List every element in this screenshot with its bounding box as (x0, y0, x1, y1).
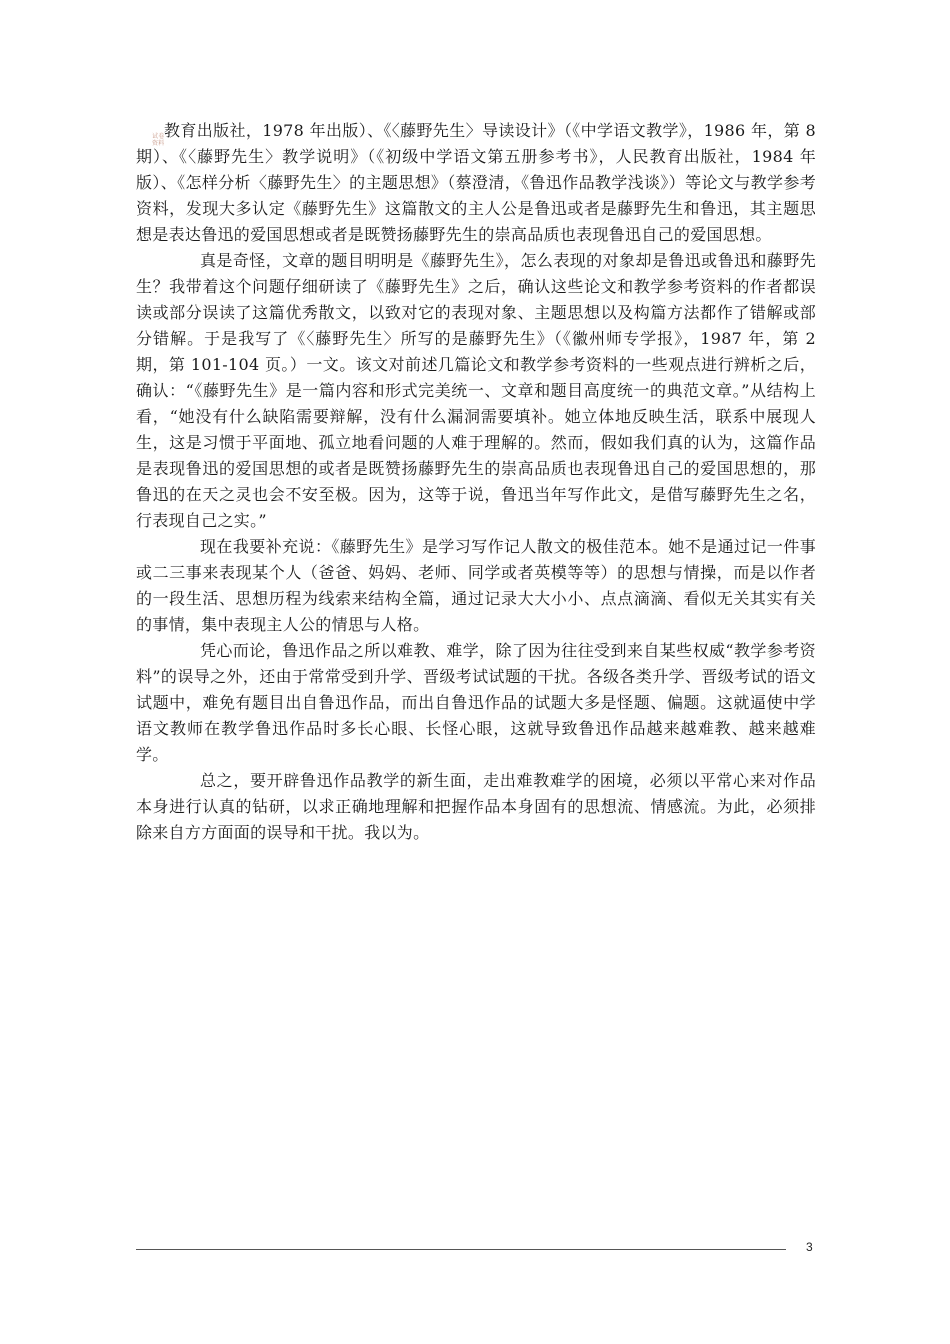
document-body (136, 118, 816, 846)
page-number: 3 (806, 1240, 813, 1254)
paragraph-1: 教育出版社，1978 年出版）、《〈藤野先生〉导读设计》（《中学语文教学》，1986 年，第 8 期）、《〈藤野先生〉教学说明》（《初级中学语文第五册参考书》，人民教育出版社，1984 年版）、《怎样分析〈藤野先生〉的主题思想》（蔡澄清，《鲁迅作品教学浅谈》）等论文与教学参考资料，发现大多认定《藤野先生》这篇散文的主人公是鲁迅或者是藤野先生和鲁迅，其主题思想是表达鲁迅的爱国思想或者是既赞扬藤野先生的崇高品质也表现鲁迅自己的爱国思想。 (136, 121, 816, 244)
watermark-stamp: 试卷 资料 (152, 133, 165, 147)
paragraph-3: 现在我要补充说：《藤野先生》是学习写作记人散文的极佳范本。她不是通过记一件事或二三事来表现某个人（爸爸、妈妈、老师、同学或者英模等等）的思想与情操，而是以作者的一段生活、思想历程为线索来结构全篇，通过记录大大小小、点点滴滴、看似无关其实有关的事情，集中表现主人公的情思与人格。 (136, 537, 816, 634)
paragraph-4: 凭心而论，鲁迅作品之所以难教、难学，除了因为往往受到来自某些权威“教学参考资料”的误导之外，还由于常常受到升学、晋级考试试题的干扰。各级各类升学、晋级考试的语文试题中，难免有题目出自鲁迅作品，而出自鲁迅作品的试题大多是怪题、偏题。这就逼使中学语文教师在教学鲁迅作品时多长心眼、长怪心眼，这就导致鲁迅作品越来越难教、越来越难学。 (136, 641, 816, 764)
footer-divider (136, 1249, 786, 1250)
paragraph-2: 真是奇怪，文章的题目明明是《藤野先生》，怎么表现的对象却是鲁迅或鲁迅和藤野先生？我带着这个问题仔细研读了《藤野先生》之后，确认这些论文和教学参考资料的作者都误读或部分误读了这篇优秀散文，以致对它的表现对象、主题思想以及构篇方法都作了错解或部分错解。于是我写了《〈藤野先生〉所写的是藤野先生》（《徽州师专学报》，1987 年，第 2 期，第 101-104 页。）一文。该文对前述几篇论文和教学参考资料的一些观点进行辨析之后，确认：“《藤野先生》是一篇内容和形式完美统一、文章和题目高度统一的典范文章。”从结构上看，“她没有什么缺陷需要辩解，没有什么漏洞需要填补。她立体地反映生活，联系中展现人生，这是习惯于平面地、孤立地看问题的人难于理解的。然而，假如我们真的认为，这篇作品是表现鲁迅的爱国思想的或者是既赞扬藤野先生的崇高品质也表现鲁迅自己的爱国思想的，那鲁迅的在天之灵也会不安至极。因为，这等于说，鲁迅当年写作此文，是借写藤野先生之名，行表现自己之实。” (136, 251, 816, 530)
paragraph-5: 总之，要开辟鲁迅作品教学的新生面，走出难教难学的困境，必须以平常心来对作品本身进行认真的钻研，以求正确地理解和把握作品本身固有的思想流、情感流。为此，必须排除来自方方面面的误导和干扰。我以为。 (136, 771, 816, 842)
